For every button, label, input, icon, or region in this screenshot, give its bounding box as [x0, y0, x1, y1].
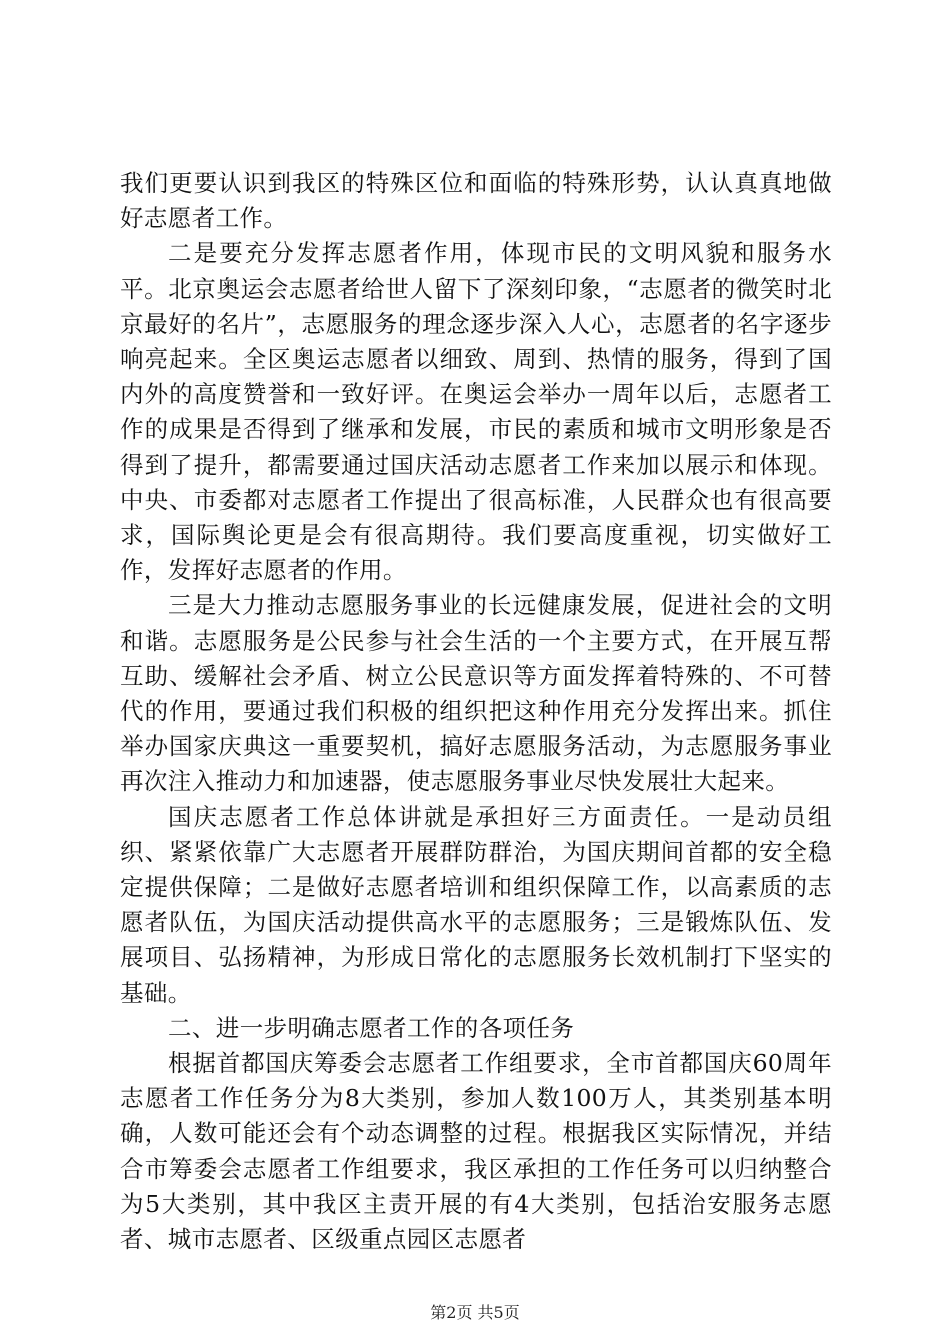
- paragraph-three-responsibilities: 国庆志愿者工作总体讲就是承担好三方面责任。一是动员组织、紧紧依靠广大志愿者开展群防群治，为国庆期间首都的安全稳定提供保障；二是做好志愿者培训和组织保障工作，以高素质的志愿者队伍，为国庆活动提供高水平的志愿服务；三是锻炼队伍、发展项目、弘扬精神，为形成日常化的志愿服务长效机制打下坚实的基础。: [120, 802, 832, 1007]
- paragraph-volunteer-development: 三是大力推动志愿服务事业的长远健康发展，促进社会的文明和谐。志愿服务是公民参与社会生活的一个主要方式，在开展互帮互助、缓解社会矛盾、树立公民意识等方面发挥着特殊的、不可替代的作用，要通过我们积极的组织把这种作用充分发挥出来。抓住举办国家庆典这一重要契机，搞好志愿服务活动，为志愿服务事业再次注入推动力和加速器，使志愿服务事业尽快发展壮大起来。: [120, 591, 832, 796]
- paragraph-continuation: 我们更要认识到我区的特殊区位和面临的特殊形势，认认真真地做好志愿者工作。: [120, 169, 832, 233]
- document-body: [120, 166, 832, 1257]
- paragraph-task-categories: 根据首都国庆筹委会志愿者工作组要求，全市首都国庆60周年志愿者工作任务分为8大类别，参加人数100万人，其类别基本明确，人数可能还会有个动态调整的过程。根据我区实际情况，并结合市筹委会志愿者工作组要求，我区承担的工作任务可以归纳整合为5大类别，其中我区主责开展的有4大类别，包括治安服务志愿者、城市志愿者、区级重点园区志愿者: [120, 1049, 832, 1254]
- section-heading-tasks: 二、进一步明确志愿者工作的各项任务: [168, 1013, 575, 1042]
- page-number-footer: 第2页 共5页: [430, 1303, 520, 1322]
- paragraph-volunteer-role: 二是要充分发挥志愿者作用，体现市民的文明风貌和服务水平。北京奥运会志愿者给世人留下了深刻印象，“志愿者的微笑时北京最好的名片”，志愿服务的理念逐步深入人心，志愿者的名字逐步响亮起来。全区奥运志愿者以细致、周到、热情的服务，得到了国内外的高度赞誉和一致好评。在奥运会举办一周年以后，志愿者工作的成果是否得到了继承和发展，市民的素质和城市文明形象是否得到了提升，都需要通过国庆活动志愿者工作来加以展示和体现。中央、市委都对志愿者工作提出了很高标准，人民群众也有很高要求，国际舆论更是会有很高期待。我们要高度重视，切实做好工作，发挥好志愿者的作用。: [120, 239, 832, 585]
